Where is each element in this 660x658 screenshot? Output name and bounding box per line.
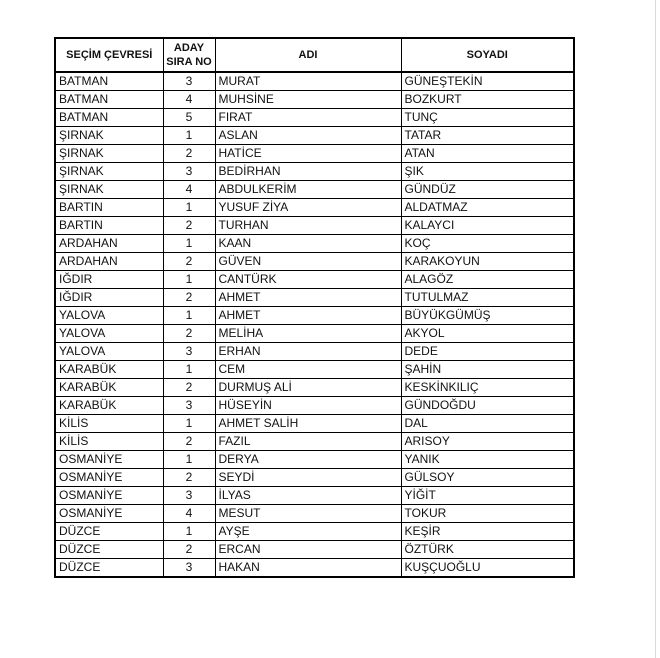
cell-district: DÜZCE <box>55 559 163 578</box>
cell-first-name: SEYDİ <box>215 469 401 487</box>
table-header-row <box>55 38 574 72</box>
table-row <box>55 505 574 523</box>
cell-last-name: ATAN <box>401 145 574 163</box>
cell-first-name: TURHAN <box>215 217 401 235</box>
cell-first-name: MURAT <box>215 72 401 91</box>
cell-rank: 4 <box>163 181 215 199</box>
table-row <box>55 361 574 379</box>
cell-last-name: AKYOL <box>401 325 574 343</box>
cell-rank: 3 <box>163 72 215 91</box>
cell-district: OSMANİYE <box>55 487 163 505</box>
cell-rank: 4 <box>163 505 215 523</box>
cell-district: IĞDIR <box>55 271 163 289</box>
header-district: SEÇİM ÇEVRESİ <box>55 38 163 72</box>
cell-first-name: ABDULKERİM <box>215 181 401 199</box>
table-row <box>55 379 574 397</box>
cell-rank: 1 <box>163 271 215 289</box>
cell-last-name: ÖZTÜRK <box>401 541 574 559</box>
page-edge-divider <box>655 0 656 658</box>
cell-rank: 2 <box>163 379 215 397</box>
cell-rank: 2 <box>163 325 215 343</box>
cell-last-name: GÜNEŞTEKİN <box>401 72 574 91</box>
cell-last-name: YİĞİT <box>401 487 574 505</box>
header-first-name: ADI <box>215 38 401 72</box>
table-row <box>55 487 574 505</box>
cell-first-name: MESUT <box>215 505 401 523</box>
cell-district: KİLİS <box>55 433 163 451</box>
table-row <box>55 235 574 253</box>
header-rank <box>163 38 215 72</box>
cell-rank: 2 <box>163 253 215 271</box>
cell-district: ARDAHAN <box>55 253 163 271</box>
cell-last-name: ŞAHİN <box>401 361 574 379</box>
table-row <box>55 343 574 361</box>
cell-last-name: ALDATMAZ <box>401 199 574 217</box>
table-row <box>55 541 574 559</box>
cell-rank: 3 <box>163 343 215 361</box>
table-row <box>55 271 574 289</box>
cell-last-name: GÜLSOY <box>401 469 574 487</box>
cell-district: OSMANİYE <box>55 505 163 523</box>
cell-rank: 1 <box>163 235 215 253</box>
cell-rank: 2 <box>163 289 215 307</box>
cell-last-name: ALAGÖZ <box>401 271 574 289</box>
cell-first-name: HATİCE <box>215 145 401 163</box>
cell-rank: 1 <box>163 199 215 217</box>
table-row <box>55 181 574 199</box>
cell-district: KARABÜK <box>55 397 163 415</box>
cell-last-name: BÜYÜKGÜMÜŞ <box>401 307 574 325</box>
cell-first-name: HAKAN <box>215 559 401 578</box>
cell-district: BATMAN <box>55 109 163 127</box>
table-row <box>55 523 574 541</box>
cell-district: BARTIN <box>55 217 163 235</box>
table-row <box>55 433 574 451</box>
cell-first-name: YUSUF ZİYA <box>215 199 401 217</box>
cell-district: BARTIN <box>55 199 163 217</box>
cell-rank: 3 <box>163 397 215 415</box>
table-row <box>55 127 574 145</box>
cell-first-name: CANTÜRK <box>215 271 401 289</box>
cell-district: IĞDIR <box>55 289 163 307</box>
table-row <box>55 397 574 415</box>
cell-last-name: YANIK <box>401 451 574 469</box>
cell-first-name: DURMUŞ ALİ <box>215 379 401 397</box>
cell-last-name: KEŞİR <box>401 523 574 541</box>
cell-last-name: BOZKURT <box>401 91 574 109</box>
cell-first-name: KAAN <box>215 235 401 253</box>
cell-last-name: KUŞÇUOĞLU <box>401 559 574 578</box>
cell-rank: 2 <box>163 433 215 451</box>
cell-district: YALOVA <box>55 325 163 343</box>
cell-first-name: GÜVEN <box>215 253 401 271</box>
cell-first-name: DERYA <box>215 451 401 469</box>
cell-rank: 1 <box>163 361 215 379</box>
cell-rank: 2 <box>163 541 215 559</box>
cell-district: OSMANİYE <box>55 469 163 487</box>
cell-district: KARABÜK <box>55 379 163 397</box>
candidate-table <box>54 37 575 578</box>
cell-district: ŞIRNAK <box>55 181 163 199</box>
cell-rank: 3 <box>163 487 215 505</box>
cell-first-name: FIRAT <box>215 109 401 127</box>
cell-first-name: ERCAN <box>215 541 401 559</box>
cell-rank: 1 <box>163 451 215 469</box>
table-body <box>55 72 574 577</box>
cell-rank: 2 <box>163 469 215 487</box>
cell-district: YALOVA <box>55 307 163 325</box>
cell-district: BATMAN <box>55 91 163 109</box>
cell-first-name: FAZIL <box>215 433 401 451</box>
table-row <box>55 289 574 307</box>
cell-rank: 4 <box>163 91 215 109</box>
cell-district: OSMANİYE <box>55 451 163 469</box>
table-row <box>55 91 574 109</box>
cell-last-name: KARAKOYUN <box>401 253 574 271</box>
cell-rank: 5 <box>163 109 215 127</box>
cell-rank: 2 <box>163 145 215 163</box>
cell-first-name: MELİHA <box>215 325 401 343</box>
cell-last-name: TUTULMAZ <box>401 289 574 307</box>
cell-first-name: ASLAN <box>215 127 401 145</box>
cell-district: KARABÜK <box>55 361 163 379</box>
cell-last-name: TATAR <box>401 127 574 145</box>
table-row <box>55 145 574 163</box>
table-row <box>55 163 574 181</box>
cell-last-name: KESKİNKILIÇ <box>401 379 574 397</box>
cell-rank: 1 <box>163 415 215 433</box>
cell-district: KİLİS <box>55 415 163 433</box>
cell-rank: 2 <box>163 217 215 235</box>
cell-first-name: İLYAS <box>215 487 401 505</box>
cell-rank: 3 <box>163 163 215 181</box>
table-row <box>55 559 574 578</box>
cell-rank: 1 <box>163 307 215 325</box>
cell-district: BATMAN <box>55 72 163 91</box>
table-row <box>55 325 574 343</box>
table-row <box>55 72 574 91</box>
cell-rank: 1 <box>163 127 215 145</box>
cell-rank: 1 <box>163 523 215 541</box>
cell-last-name: GÜNDOĞDU <box>401 397 574 415</box>
table-row <box>55 199 574 217</box>
table-row <box>55 469 574 487</box>
table-row <box>55 109 574 127</box>
cell-district: YALOVA <box>55 343 163 361</box>
cell-last-name: TOKUR <box>401 505 574 523</box>
cell-first-name: HÜSEYİN <box>215 397 401 415</box>
cell-district: ŞIRNAK <box>55 127 163 145</box>
table-row <box>55 415 574 433</box>
cell-last-name: ARISOY <box>401 433 574 451</box>
cell-first-name: AYŞE <box>215 523 401 541</box>
cell-district: ŞIRNAK <box>55 145 163 163</box>
cell-last-name: ŞIK <box>401 163 574 181</box>
cell-first-name: AHMET <box>215 289 401 307</box>
cell-last-name: TUNÇ <box>401 109 574 127</box>
header-last-name: SOYADI <box>401 38 574 72</box>
table-row <box>55 217 574 235</box>
cell-district: ŞIRNAK <box>55 163 163 181</box>
header-rank-line1: ADAY <box>173 42 205 54</box>
table-row <box>55 451 574 469</box>
cell-first-name: MUHSİNE <box>215 91 401 109</box>
cell-first-name: CEM <box>215 361 401 379</box>
cell-district: DÜZCE <box>55 541 163 559</box>
cell-last-name: KOÇ <box>401 235 574 253</box>
cell-first-name: BEDİRHAN <box>215 163 401 181</box>
cell-first-name: AHMET <box>215 307 401 325</box>
table-row <box>55 307 574 325</box>
cell-last-name: DEDE <box>401 343 574 361</box>
cell-last-name: DAL <box>401 415 574 433</box>
cell-last-name: GÜNDÜZ <box>401 181 574 199</box>
cell-rank: 3 <box>163 559 215 578</box>
header-rank-line2: SIRA NO <box>166 56 212 68</box>
cell-first-name: AHMET SALİH <box>215 415 401 433</box>
table-row <box>55 253 574 271</box>
cell-first-name: ERHAN <box>215 343 401 361</box>
cell-district: DÜZCE <box>55 523 163 541</box>
cell-district: ARDAHAN <box>55 235 163 253</box>
cell-last-name: KALAYCI <box>401 217 574 235</box>
